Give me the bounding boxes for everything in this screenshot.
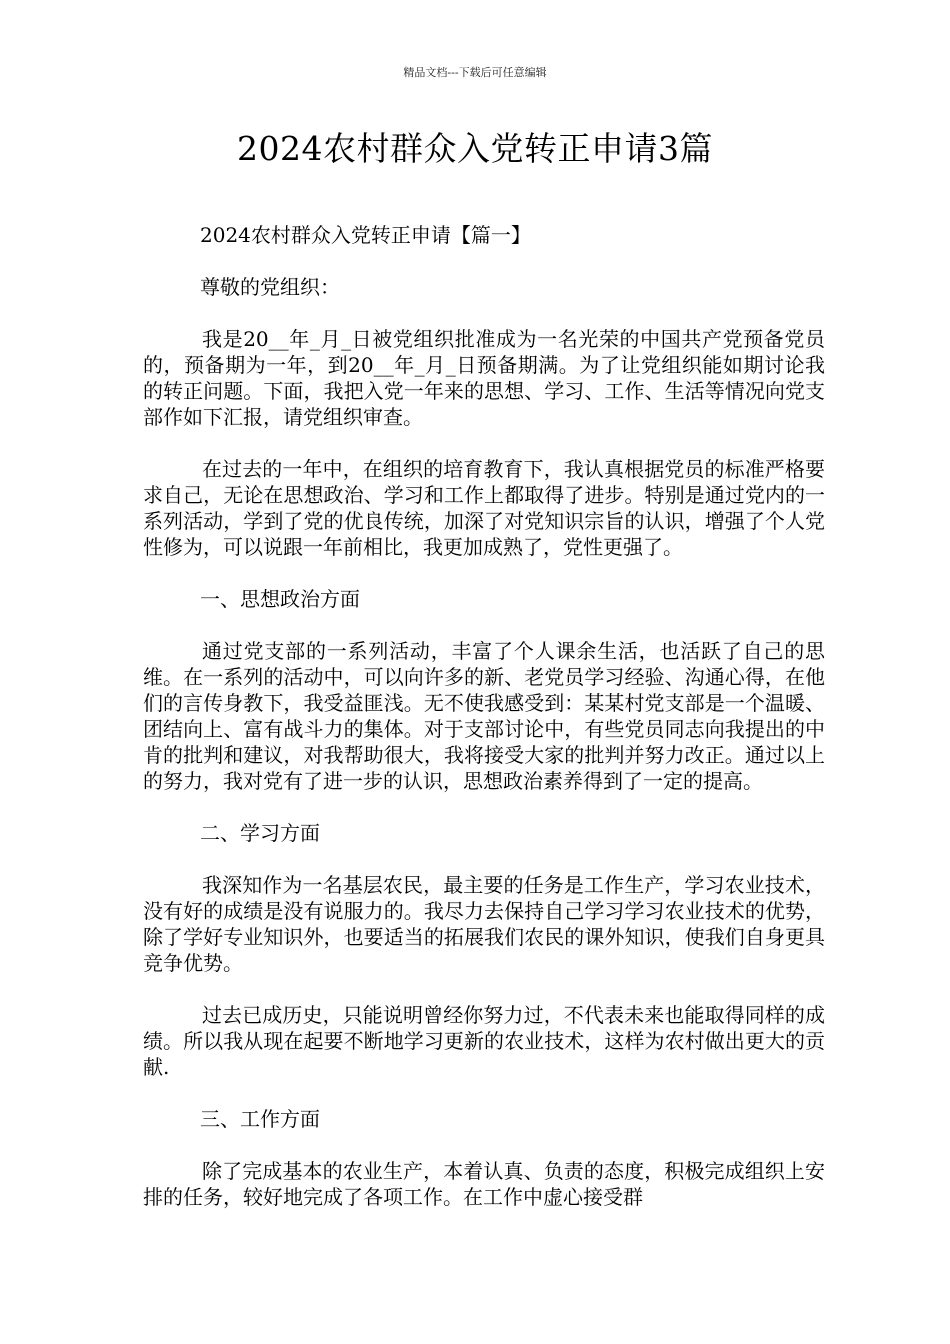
- paragraph-summary: 在过去的一年中，在组织的培育教育下，我认真根据党员的标准严格要求自己，无论在思想政治、学习和工作上都取得了进步。特别是通过党内的一系列活动，学到了党的优良传统，加深了对党知识宗旨的认识，增强了个人党性修为，可以说跟一年前相比，我更加成熟了，党性更强了。: [143, 457, 825, 559]
- document-body: [143, 222, 825, 1236]
- paragraph-study-2: 过去已成历史，只能说明曾经你努力过，不代表未来也能取得同样的成绩。所以我从现在起要不断地学习更新的农业技术，这样为农村做出更大的贡献.: [143, 1003, 825, 1079]
- section-title-work: 三、工作方面: [200, 1107, 320, 1131]
- greeting: 尊敬的党组织：: [200, 275, 340, 299]
- section-title-study: 二、学习方面: [200, 821, 320, 845]
- paragraph-intro: 我是20__年_月_日被党组织批准成为一名光荣的中国共产党预备党员的，预备期为一年，到20__年_月_日预备期满。为了让党组织能如期讨论我的转正问题。下面，我把入党一年来的思想、学习、工作、生活等情况向党支部作如下汇报，请党组织审查。: [143, 327, 825, 429]
- paragraph-political: 通过党支部的一系列活动，丰富了个人课余生活，也活跃了自己的思维。在一系列的活动中，可以向许多的新、老党员学习经验、沟通心得，在他们的言传身教下，我受益匪浅。无不使我感受到：某某村党支部是一个温暖、团结向上、富有战斗力的集体。对于支部讨论中，有些党员同志向我提出的中肯的批判和建议，对我帮助很大，我将接受大家的批判并努力改正。通过以上的努力，我对党有了进一步的认识，思想政治素养得到了一定的提高。: [143, 639, 825, 793]
- page-header-note: 精品文档---下载后可任意编辑: [403, 66, 547, 79]
- section-title-political: 一、思想政治方面: [200, 587, 360, 611]
- part-heading: 2024农村群众入党转正申请【篇一】: [200, 223, 531, 247]
- paragraph-study-1: 我深知作为一名基层农民，最主要的任务是工作生产，学习农业技术，没有好的成绩是没有说服力的。我尽力去保持自己学习学习农业技术的优势，除了学好专业知识外，也要适当的拓展我们农民的课外知识，使我们自身更具竞争优势。: [143, 873, 825, 975]
- document-title: 2024农村群众入党转正申请3篇: [237, 129, 713, 168]
- paragraph-work: 除了完成基本的农业生产，本着认真、负责的态度，积极完成组织上安排的任务，较好地完成了各项工作。在工作中虚心接受群: [143, 1159, 825, 1209]
